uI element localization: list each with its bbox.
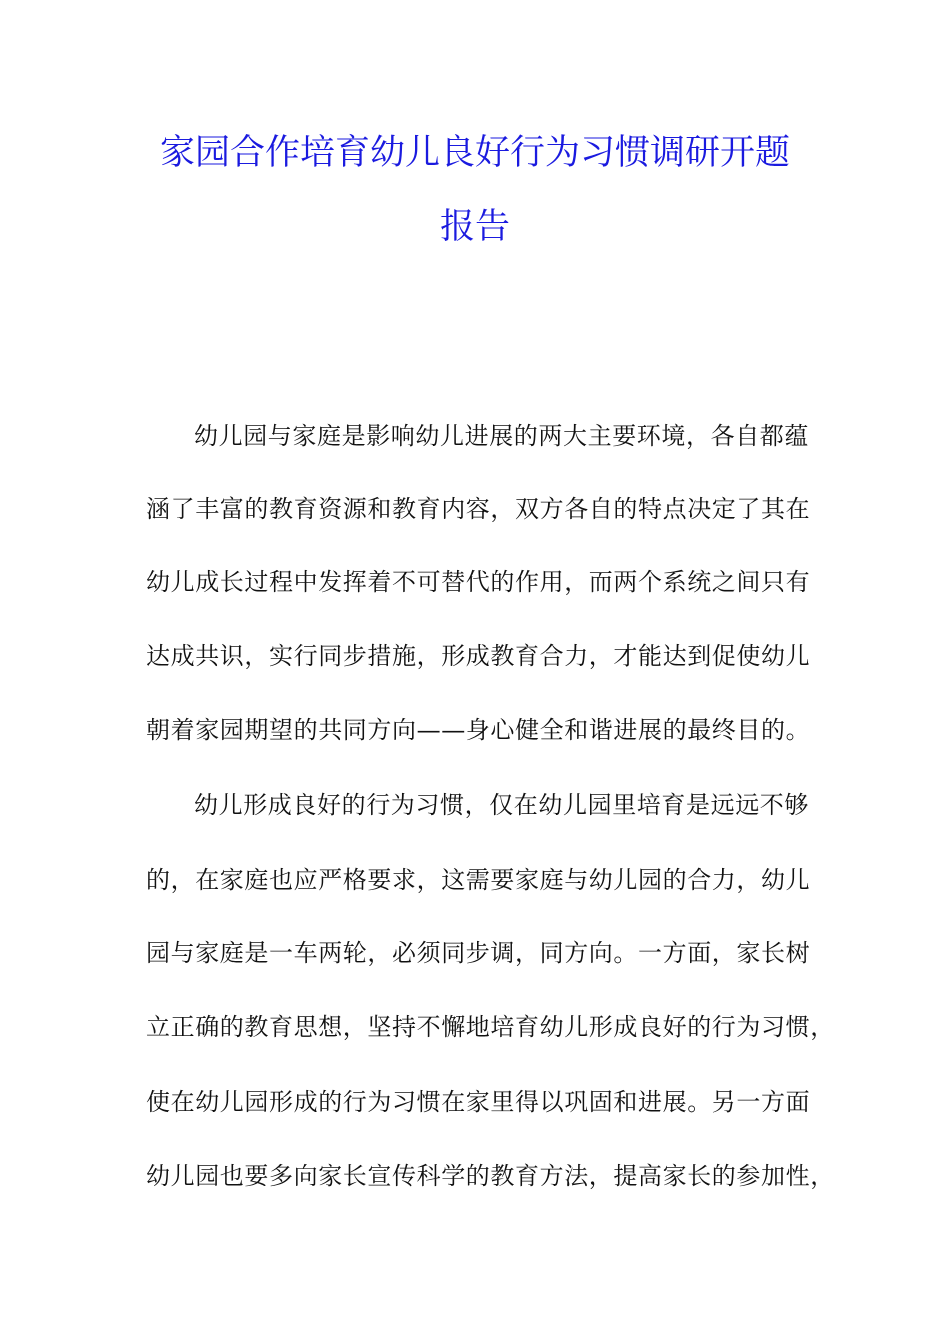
document-title-line-2: 报告 <box>439 207 510 247</box>
paragraph-1-line-2: 涵了丰富的教育资源和教育内容，双方各自的特点决定了其在 <box>146 495 811 523</box>
paragraph-1-line-3: 幼儿成长过程中发挥着不可替代的作用，而两个系统之间只有 <box>146 568 811 596</box>
paragraph-2-line-1: 幼儿形成良好的行为习惯，仅在幼儿园里培育是远远不够 <box>194 791 809 819</box>
paragraph-2-line-3: 园与家庭是一车两轮，必须同步调，同方向。一方面，家长树 <box>146 939 811 967</box>
paragraph-1-line-4: 达成共识，实行同步措施，形成教育合力，才能达到促使幼儿 <box>146 642 811 670</box>
paragraph-1-line-5: 朝着家园期望的共同方向——身心健全和谐进展的最终目的。 <box>146 716 811 744</box>
paragraph-2-line-2: 的，在家庭也应严格要求，这需要家庭与幼儿园的合力，幼儿 <box>146 866 811 894</box>
paragraph-2-line-4: 立正确的教育思想，坚持不懈地培育幼儿形成良好的行为习惯， <box>146 1013 835 1041</box>
paragraph-2-line-6: 幼儿园也要多向家长宣传科学的教育方法，提高家长的参加性， <box>146 1162 835 1190</box>
document-title-line-1: 家园合作培育幼儿良好行为习惯调研开题 <box>159 133 790 173</box>
paragraph-2-line-5: 使在幼儿园形成的行为习惯在家里得以巩固和进展。另一方面 <box>146 1088 811 1116</box>
paragraph-1-line-1: 幼儿园与家庭是影响幼儿进展的两大主要环境，各自都蕴 <box>194 422 809 450</box>
